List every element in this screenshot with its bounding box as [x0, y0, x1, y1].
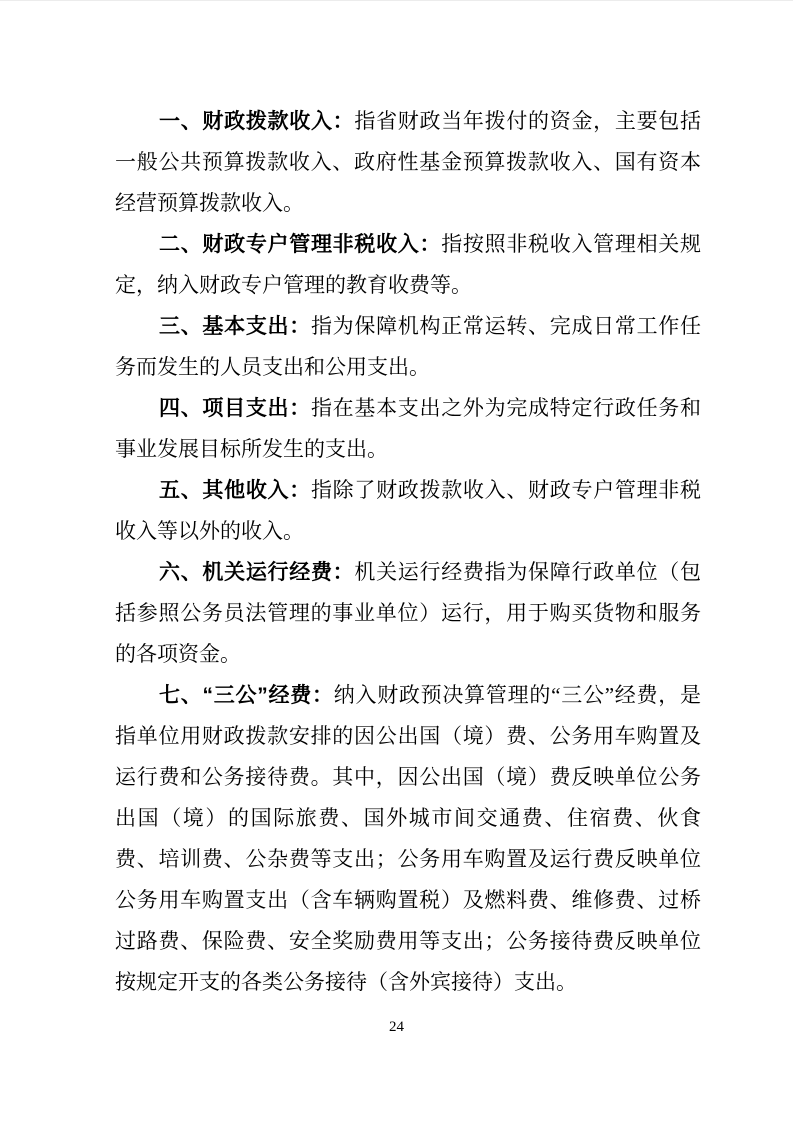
paragraph-basic-expenditure [115, 306, 701, 388]
term-definition: 指为保障机构正常运转、完成日常工作任务而发生的人员支出和公用支出。 [115, 314, 702, 379]
document-body [115, 101, 701, 1003]
term-heading: 一、财政拨款收入： [159, 110, 355, 133]
paragraph-agency-operating-funds [115, 552, 701, 675]
term-heading: 五、其他收入： [159, 479, 311, 502]
term-definition: 机关运行经费指为保障行政单位（包括参照公务员法管理的事业单位）运行，用于购买货物和服务的各项资金。 [115, 560, 701, 666]
term-heading: 四、项目支出： [159, 397, 311, 420]
term-definition: 纳入财政预决算管理的“三公”经费，是指单位用财政拨款安排的因公出国（境）费、公务用车购置及运行费和公务接待费。其中，因公出国（境）费反映单位公务出国（境）的国际旅费、国外城市间交通费、住宿费、伙食费、培训费、公杂费等支出；公务用车购置及运行费反映单位公务用车购置支出（含车辆购置税）及燃料费、维修费、过桥过路费、保险费、安全奖励费用等支出；公务接待费反映单位按规定开支的各类公务接待（含外宾接待）支出。 [115, 683, 702, 994]
term-heading: 二、财政专户管理非税收入： [159, 233, 442, 256]
term-heading: 七、“三公”经费： [159, 684, 334, 707]
term-definition: 指除了财政拨款收入、财政专户管理非税收入等以外的收入。 [115, 478, 702, 543]
term-definition: 指按照非税收入管理相关规定，纳入财政专户管理的教育收费等。 [115, 232, 702, 297]
term-definition: 指省财政当年拨付的资金，主要包括一般公共预算拨款收入、政府性基金预算拨款收入、国有资本经营预算拨款收入。 [115, 109, 701, 215]
term-definition: 指在基本支出之外为完成特定行政任务和事业发展目标所发生的支出。 [115, 396, 702, 461]
page-number: 24 [389, 1019, 404, 1035]
paragraph-fiscal-appropriation-income [115, 101, 701, 224]
term-heading: 六、机关运行经费： [159, 561, 355, 584]
paragraph-project-expenditure [115, 388, 701, 470]
term-heading: 三、基本支出： [159, 315, 311, 338]
paragraph-special-account-nontax-income [115, 224, 701, 306]
paragraph-three-public-expenses [115, 675, 701, 1003]
paragraph-other-income [115, 470, 701, 552]
